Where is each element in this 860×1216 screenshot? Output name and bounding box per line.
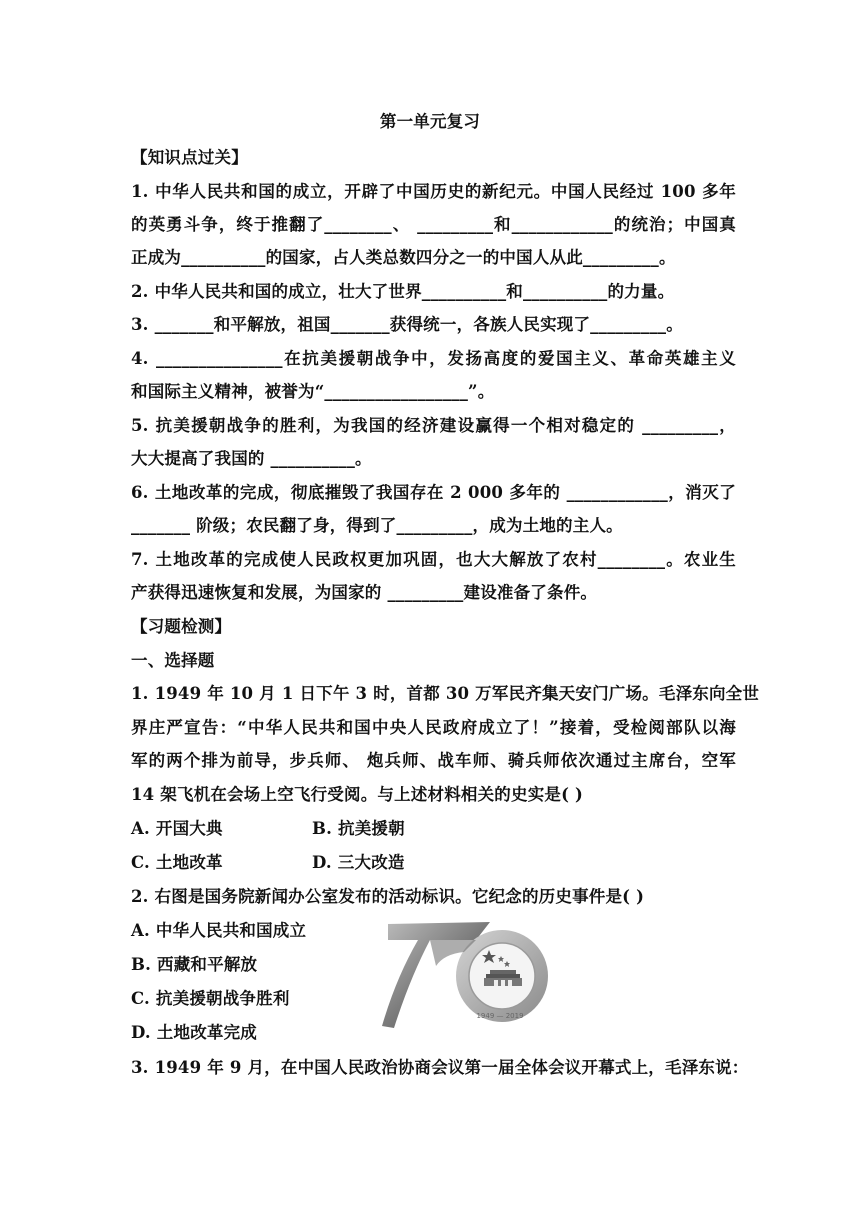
- knowledge-item-7-line-1: 7. 土地改革的完成使人民政权更加巩固，也大大解放了农村________。农业生: [131, 550, 736, 569]
- knowledge-item-5-line-1: 5. 抗美援朝战争的胜利，为我国的经济建设赢得一个相对稳定的 _________，: [131, 416, 736, 435]
- knowledge-item-3: 3. _______和平解放，祖国_______获得统一，各族人民实现了_________。: [131, 315, 683, 334]
- anniversary-70-logo-image: [380, 918, 560, 1030]
- question-1-options-row-1: [131, 817, 736, 841]
- question-1-option-d: D. 三大改造: [312, 853, 405, 872]
- question-3-line-1: 3. 1949 年 9 月，在中国人民政治协商会议第一届全体会议开幕式上，毛泽东说：: [131, 1058, 749, 1077]
- knowledge-item-1-line-3: 正成为__________的国家，占人类总数四分之一的中国人从此_________。: [131, 248, 676, 267]
- knowledge-item-4-line-1: 4. _______________在抗美援朝战争中，发扬高度的爱国主义、革命英雄主义: [131, 349, 736, 368]
- section-heading-exercises: 【习题检测】: [131, 617, 232, 636]
- section-heading-knowledge: 【知识点过关】: [131, 148, 248, 167]
- section-subheading-choice: 一、选择题: [131, 651, 215, 670]
- knowledge-item-6-line-2: _______ 阶级；农民翻了身，得到了_________，成为土地的主人。: [131, 516, 623, 535]
- question-2-line-1: 2. 右图是国务院新闻办公室发布的活动标识。它纪念的历史事件是( ): [131, 887, 645, 906]
- knowledge-item-1-line-1: 1. 中华人民共和国的成立，开辟了中国历史的新纪元。中国人民经过 100 多年: [131, 182, 736, 201]
- question-1-option-a: A. 开国大典: [131, 819, 223, 838]
- question-1-line-1: 1. 1949 年 10 月 1 日下午 3 时，首都 30 万军民齐集天安门广场。毛泽东向全世: [131, 684, 760, 703]
- question-2-option-b: B. 西藏和平解放: [131, 955, 258, 974]
- knowledge-item-2: 2. 中华人民共和国的成立，壮大了世界__________和__________的力量。: [131, 282, 675, 301]
- knowledge-item-7-line-2: 产获得迅速恢复和发展，为国家的 _________建设准备了条件。: [131, 583, 598, 602]
- question-1-options-row-2: [131, 851, 736, 875]
- question-1-line-2: 界庄严宣告：“中华人民共和国中央人民政府成立了！”接着，受检阅部队以海: [131, 718, 736, 737]
- logo-years-text: 1949 — 2019: [476, 1012, 524, 1020]
- knowledge-item-1-line-2: 的英勇斗争，终于推翻了________、 _________和____________的统治；中国真: [131, 215, 736, 234]
- page-title: 第一单元复习: [379, 112, 481, 131]
- knowledge-item-6-line-1: 6. 土地改革的完成，彻底摧毁了我国存在 2 000 多年的 ____________，消灭了: [131, 483, 736, 502]
- question-1-line-4: 14 架飞机在会场上空飞行受阅。与上述材料相关的史实是( ): [131, 785, 584, 804]
- question-2-option-d: D. 土地改革完成: [131, 1023, 258, 1042]
- question-1-line-3: 军的两个排为前导，步兵师、 炮兵师、战车师、骑兵师依次通过主席台，空军: [131, 751, 736, 770]
- question-2-option-a: A. 中华人民共和国成立: [131, 921, 307, 940]
- knowledge-item-4-line-2: 和国际主义精神，被誉为“_________________”。: [131, 382, 495, 401]
- question-2-option-c: C. 抗美援朝战争胜利: [131, 989, 290, 1008]
- question-1-option-c: C. 土地改革: [131, 853, 223, 872]
- knowledge-item-5-line-2: 大大提高了我国的 __________。: [131, 449, 372, 468]
- question-1-option-b: B. 抗美援朝: [312, 819, 405, 838]
